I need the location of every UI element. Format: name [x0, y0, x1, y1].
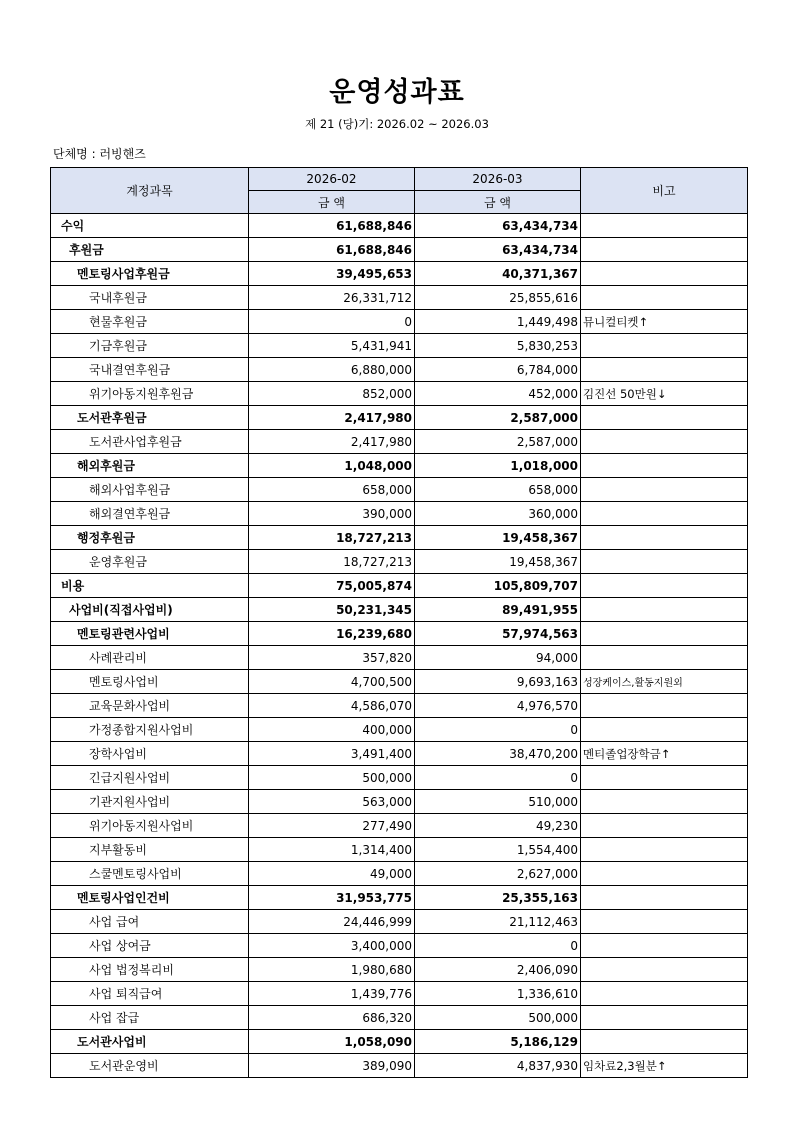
amount-period-1: 18,727,213 — [249, 526, 415, 550]
table-row — [51, 1030, 748, 1054]
table-row — [51, 646, 748, 670]
table-row — [51, 670, 748, 694]
account-name: 멘토링사업후원금 — [51, 262, 249, 286]
amount-period-2: 452,000 — [415, 382, 581, 406]
amount-period-2: 1,018,000 — [415, 454, 581, 478]
account-name: 사업 상여금 — [51, 934, 249, 958]
note-cell — [581, 502, 748, 526]
note-cell — [581, 622, 748, 646]
table-row — [51, 406, 748, 430]
table-row — [51, 886, 748, 910]
header-note: 비고 — [581, 168, 748, 214]
amount-period-1: 389,090 — [249, 1054, 415, 1078]
table-row — [51, 286, 748, 310]
note-cell — [581, 238, 748, 262]
account-name: 스쿨멘토링사업비 — [51, 862, 249, 886]
amount-period-2: 500,000 — [415, 1006, 581, 1030]
amount-period-2: 2,587,000 — [415, 430, 581, 454]
amount-period-1: 500,000 — [249, 766, 415, 790]
amount-period-2: 0 — [415, 718, 581, 742]
note-cell — [581, 766, 748, 790]
note-cell — [581, 718, 748, 742]
amount-period-2: 5,186,129 — [415, 1030, 581, 1054]
table-header — [51, 168, 748, 214]
operating-results-table — [50, 167, 748, 1078]
amount-period-1: 400,000 — [249, 718, 415, 742]
table-row — [51, 622, 748, 646]
account-name: 교육문화사업비 — [51, 694, 249, 718]
table-row — [51, 214, 748, 238]
note-cell — [581, 334, 748, 358]
amount-period-1: 75,005,874 — [249, 574, 415, 598]
table-row — [51, 454, 748, 478]
amount-period-2: 49,230 — [415, 814, 581, 838]
amount-period-1: 0 — [249, 310, 415, 334]
amount-period-1: 1,980,680 — [249, 958, 415, 982]
note-cell: 뮤니컬티켓↑ — [581, 310, 748, 334]
amount-period-2: 0 — [415, 766, 581, 790]
header-period-2: 2026-03 — [415, 168, 581, 191]
amount-period-1: 31,953,775 — [249, 886, 415, 910]
amount-period-1: 49,000 — [249, 862, 415, 886]
table-row — [51, 958, 748, 982]
account-name: 사업 잡급 — [51, 1006, 249, 1030]
table-row — [51, 910, 748, 934]
note-cell — [581, 790, 748, 814]
account-name: 해외결연후원금 — [51, 502, 249, 526]
account-name: 기관지원사업비 — [51, 790, 249, 814]
table-row — [51, 718, 748, 742]
amount-period-1: 50,231,345 — [249, 598, 415, 622]
note-cell — [581, 430, 748, 454]
note-cell — [581, 1006, 748, 1030]
account-name: 가정종합지원사업비 — [51, 718, 249, 742]
account-name: 사례관리비 — [51, 646, 249, 670]
note-cell — [581, 550, 748, 574]
table-row — [51, 382, 748, 406]
amount-period-2: 21,112,463 — [415, 910, 581, 934]
amount-period-1: 3,400,000 — [249, 934, 415, 958]
note-cell — [581, 598, 748, 622]
amount-period-2: 38,470,200 — [415, 742, 581, 766]
table-row — [51, 862, 748, 886]
amount-period-1: 4,700,500 — [249, 670, 415, 694]
table-row — [51, 790, 748, 814]
amount-period-1: 5,431,941 — [249, 334, 415, 358]
header-amount-2: 금 액 — [415, 191, 581, 214]
amount-period-2: 6,784,000 — [415, 358, 581, 382]
amount-period-2: 658,000 — [415, 478, 581, 502]
amount-period-2: 40,371,367 — [415, 262, 581, 286]
table-row — [51, 334, 748, 358]
account-name: 해외사업후원금 — [51, 478, 249, 502]
amount-period-2: 2,406,090 — [415, 958, 581, 982]
note-cell — [581, 694, 748, 718]
account-name: 사업 급여 — [51, 910, 249, 934]
note-cell — [581, 454, 748, 478]
amount-period-1: 1,439,776 — [249, 982, 415, 1006]
amount-period-2: 1,449,498 — [415, 310, 581, 334]
table-row — [51, 238, 748, 262]
report-period: 제 21 (당)기: 2026.02 ~ 2026.03 — [305, 117, 489, 131]
amount-period-2: 510,000 — [415, 790, 581, 814]
note-cell — [581, 862, 748, 886]
amount-period-2: 1,554,400 — [415, 838, 581, 862]
amount-period-1: 357,820 — [249, 646, 415, 670]
account-name: 운영후원금 — [51, 550, 249, 574]
note-cell — [581, 1030, 748, 1054]
table-row — [51, 982, 748, 1006]
account-name: 후원금 — [51, 238, 249, 262]
amount-period-1: 16,239,680 — [249, 622, 415, 646]
amount-period-2: 2,587,000 — [415, 406, 581, 430]
table-row — [51, 766, 748, 790]
account-name: 도서관후원금 — [51, 406, 249, 430]
amount-period-1: 18,727,213 — [249, 550, 415, 574]
account-name: 긴급지원사업비 — [51, 766, 249, 790]
amount-period-1: 61,688,846 — [249, 238, 415, 262]
account-name: 도서관운영비 — [51, 1054, 249, 1078]
table-row — [51, 814, 748, 838]
amount-period-1: 1,058,090 — [249, 1030, 415, 1054]
table-row — [51, 310, 748, 334]
header-amount-1: 금 액 — [249, 191, 415, 214]
note-cell — [581, 406, 748, 430]
amount-period-2: 57,974,563 — [415, 622, 581, 646]
amount-period-2: 25,355,163 — [415, 886, 581, 910]
account-name: 멘토링사업인건비 — [51, 886, 249, 910]
account-name: 사업비(직접사업비) — [51, 598, 249, 622]
amount-period-1: 26,331,712 — [249, 286, 415, 310]
table-row — [51, 1054, 748, 1078]
table-row — [51, 358, 748, 382]
account-name: 멘토링관련사업비 — [51, 622, 249, 646]
note-cell: 멘티졸업장학금↑ — [581, 742, 748, 766]
amount-period-2: 2,627,000 — [415, 862, 581, 886]
table-row — [51, 262, 748, 286]
amount-period-1: 563,000 — [249, 790, 415, 814]
amount-period-1: 24,446,999 — [249, 910, 415, 934]
note-cell — [581, 478, 748, 502]
account-name: 행정후원금 — [51, 526, 249, 550]
note-cell — [581, 358, 748, 382]
account-name: 국내후원금 — [51, 286, 249, 310]
amount-period-2: 19,458,367 — [415, 526, 581, 550]
note-cell — [581, 910, 748, 934]
account-name: 해외후원금 — [51, 454, 249, 478]
amount-period-1: 277,490 — [249, 814, 415, 838]
account-name: 비용 — [51, 574, 249, 598]
account-name: 장학사업비 — [51, 742, 249, 766]
account-name: 도서관사업후원금 — [51, 430, 249, 454]
account-name: 기금후원금 — [51, 334, 249, 358]
table-row — [51, 838, 748, 862]
report-title: 운영성과표 — [329, 77, 465, 108]
amount-period-1: 6,880,000 — [249, 358, 415, 382]
table-row — [51, 1006, 748, 1030]
amount-period-1: 4,586,070 — [249, 694, 415, 718]
note-cell: 임차료2,3월분↑ — [581, 1054, 748, 1078]
note-cell — [581, 262, 748, 286]
amount-period-2: 5,830,253 — [415, 334, 581, 358]
note-cell — [581, 982, 748, 1006]
table-row — [51, 574, 748, 598]
note-cell — [581, 526, 748, 550]
table-row — [51, 478, 748, 502]
table-row — [51, 598, 748, 622]
table-row — [51, 742, 748, 766]
table-row — [51, 526, 748, 550]
amount-period-1: 3,491,400 — [249, 742, 415, 766]
account-name: 멘토링사업비 — [51, 670, 249, 694]
amount-period-2: 4,976,570 — [415, 694, 581, 718]
amount-period-2: 105,809,707 — [415, 574, 581, 598]
table-row — [51, 550, 748, 574]
amount-period-1: 852,000 — [249, 382, 415, 406]
amount-period-1: 1,048,000 — [249, 454, 415, 478]
table-row — [51, 934, 748, 958]
note-cell: 김진선 50만원↓ — [581, 382, 748, 406]
amount-period-2: 1,336,610 — [415, 982, 581, 1006]
amount-period-2: 94,000 — [415, 646, 581, 670]
amount-period-1: 390,000 — [249, 502, 415, 526]
amount-period-2: 25,855,616 — [415, 286, 581, 310]
amount-period-2: 4,837,930 — [415, 1054, 581, 1078]
note-cell — [581, 574, 748, 598]
amount-period-1: 2,417,980 — [249, 430, 415, 454]
account-name: 도서관사업비 — [51, 1030, 249, 1054]
amount-period-2: 9,693,163 — [415, 670, 581, 694]
table-row — [51, 430, 748, 454]
note-cell — [581, 214, 748, 238]
account-name: 현물후원금 — [51, 310, 249, 334]
header-period-1: 2026-02 — [249, 168, 415, 191]
note-cell: 성장케이스,활동지원외 — [581, 670, 748, 694]
amount-period-1: 61,688,846 — [249, 214, 415, 238]
amount-period-1: 1,314,400 — [249, 838, 415, 862]
note-cell — [581, 814, 748, 838]
account-name: 사업 퇴직급여 — [51, 982, 249, 1006]
amount-period-1: 2,417,980 — [249, 406, 415, 430]
account-name: 국내결연후원금 — [51, 358, 249, 382]
note-cell — [581, 646, 748, 670]
amount-period-2: 19,458,367 — [415, 550, 581, 574]
table-body — [51, 214, 748, 1078]
amount-period-1: 686,320 — [249, 1006, 415, 1030]
table-row — [51, 694, 748, 718]
table-row — [51, 502, 748, 526]
note-cell — [581, 934, 748, 958]
note-cell — [581, 958, 748, 982]
note-cell — [581, 838, 748, 862]
account-name: 위기아동지원사업비 — [51, 814, 249, 838]
account-name: 수익 — [51, 214, 249, 238]
account-name: 위기아동지원후원금 — [51, 382, 249, 406]
note-cell — [581, 886, 748, 910]
amount-period-1: 658,000 — [249, 478, 415, 502]
organization-name: 단체명 : 러빙핸즈 — [53, 147, 146, 161]
amount-period-2: 63,434,734 — [415, 238, 581, 262]
amount-period-2: 63,434,734 — [415, 214, 581, 238]
note-cell — [581, 286, 748, 310]
amount-period-2: 0 — [415, 934, 581, 958]
amount-period-2: 360,000 — [415, 502, 581, 526]
amount-period-1: 39,495,653 — [249, 262, 415, 286]
account-name: 지부활동비 — [51, 838, 249, 862]
header-account: 계정과목 — [51, 168, 249, 214]
amount-period-2: 89,491,955 — [415, 598, 581, 622]
account-name: 사업 법정복리비 — [51, 958, 249, 982]
